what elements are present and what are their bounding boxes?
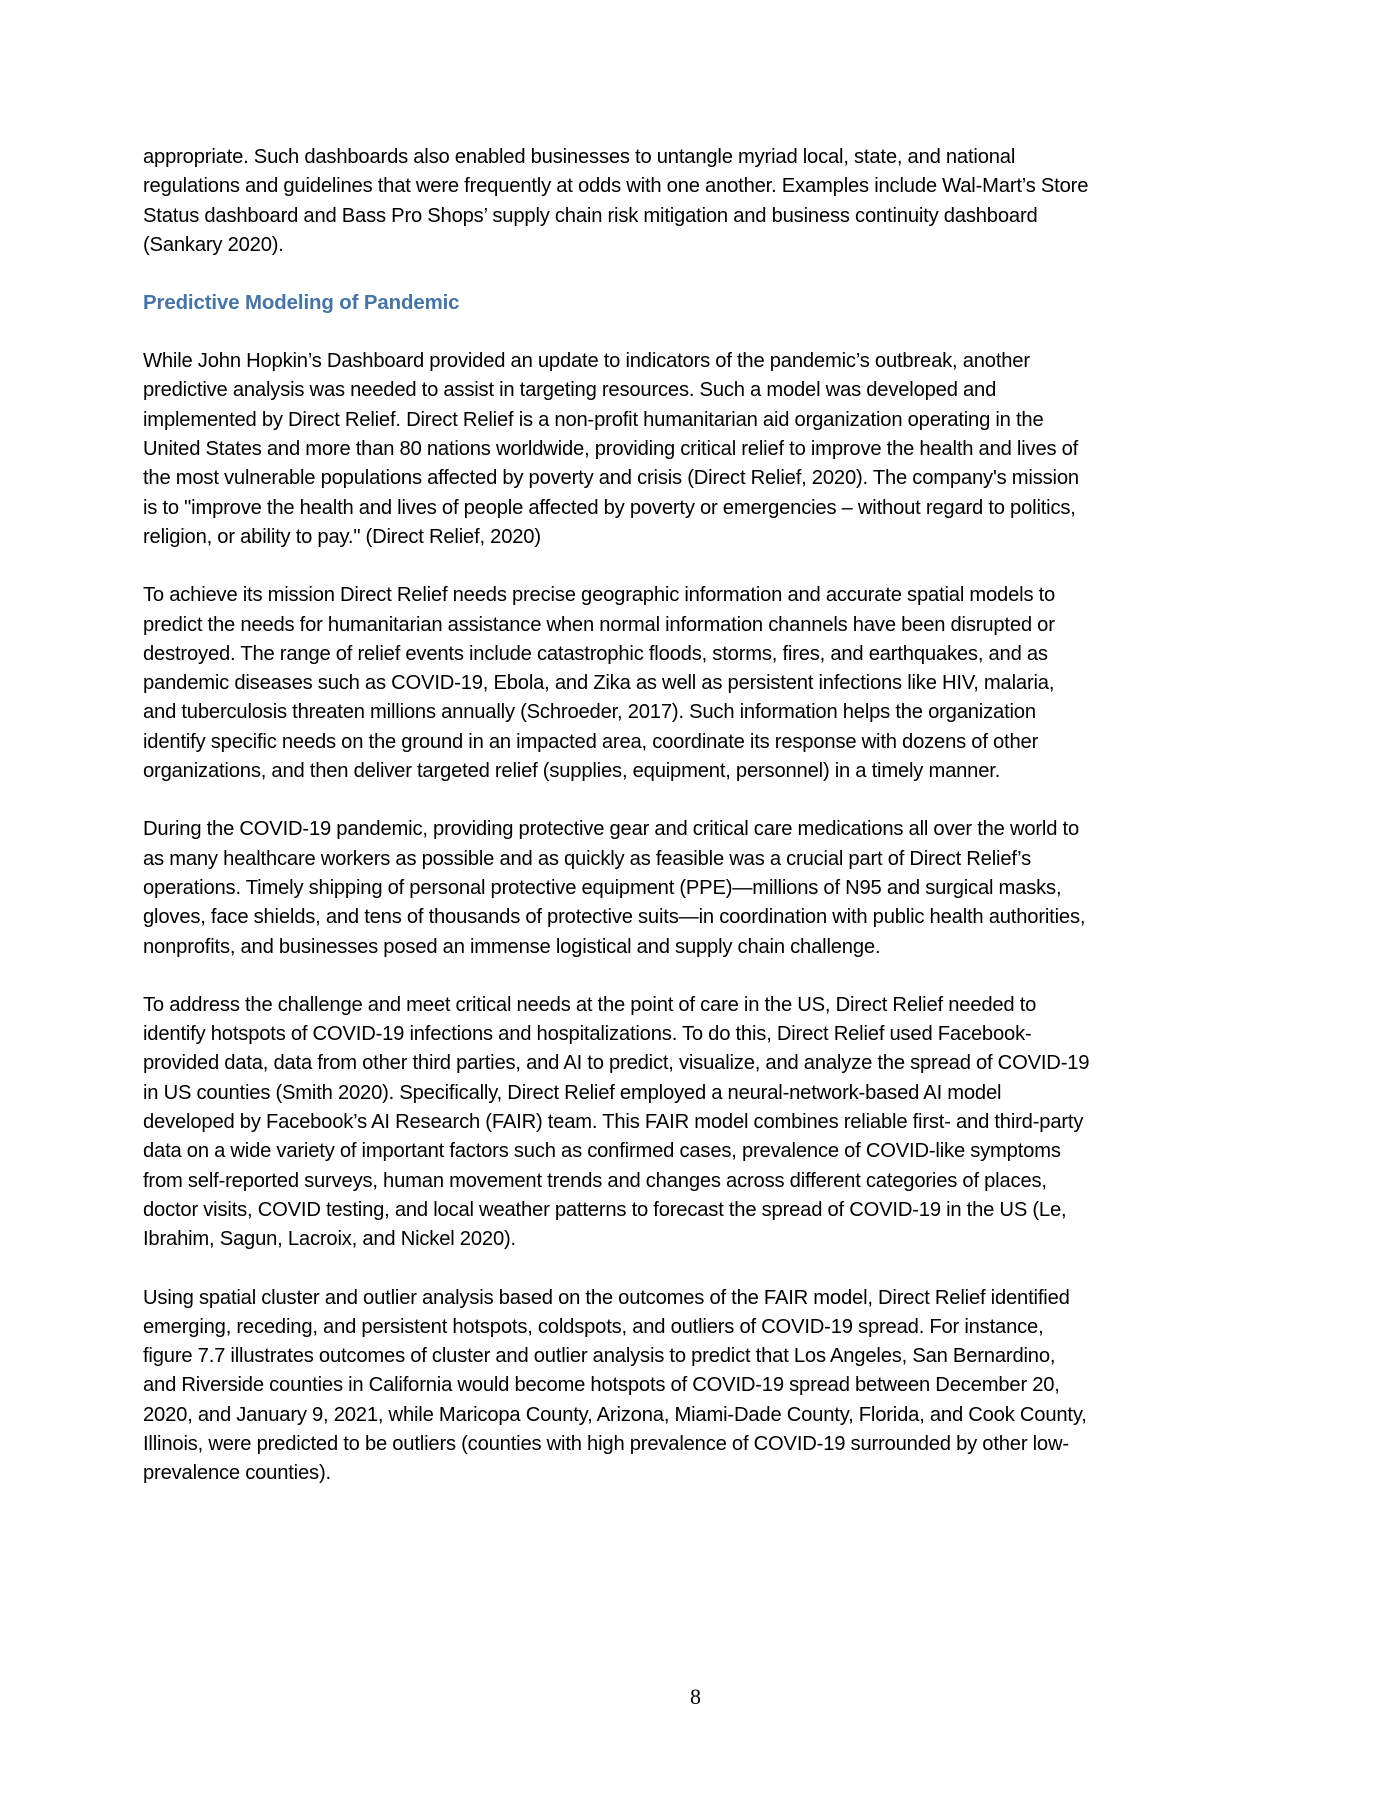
section-heading-predictive-modeling: Predictive Modeling of Pandemic	[143, 292, 460, 315]
document-body	[143, 143, 1091, 1518]
paragraph-direct-relief-intro: While John Hopkin’s Dashboard provided an update to indicators of the pandemic’s outbreak, another predictive analysis was needed to assist in targeting resources. Such a model was developed and implemented by Direct Relief. Direct Relief is a non-profit humanitarian aid organization operating in the United States and more than 80 nations worldwide, providing critical relief to improve the health and lives of the most vulnerable populations affected by poverty and crisis (Direct Relief, 2020). The company's mission is to "improve the health and lives of people affected by poverty or emergencies – without regard to politics, religion, or ability to pay." (Direct Relief, 2020)	[143, 350, 1079, 548]
paragraph-mission-geography: To achieve its mission Direct Relief needs precise geographic information and accurate spatial models to predict the needs for humanitarian assistance when normal information channels have been disrupted or destroyed. The range of relief events include catastrophic floods, storms, fires, and earthquakes, and as pandemic diseases such as COVID-19, Ebola, and Zika as well as persistent infections like HIV, malaria, and tuberculosis threaten millions annually (Schroeder, 2017). Such information helps the organization identify specific needs on the ground in an impacted area, coordinate its response with dozens of other organizations, and then deliver targeted relief (supplies, equipment, personnel) in a timely manner.	[143, 584, 1056, 783]
paragraph-dashboards-regulations: appropriate. Such dashboards also enabled businesses to untangle myriad local, state, and national regulations and guidelines that were frequently at odds with one another. Examples include Wal-Mart’s Store Status dashboard and Bass Pro Shops’ supply chain risk mitigation and business continuity dashboard (Sankary 2020).	[143, 146, 1089, 256]
page-number-footer: 8	[690, 1684, 701, 1709]
paragraph-cluster-outlier-analysis: Using spatial cluster and outlier analysis based on the outcomes of the FAIR model, Direct Relief identified emerging, receding, and persistent hotspots, coldspots, and outliers of COVID-19 spread. For instance, figure 7.7 illustrates outcomes of cluster and outlier analysis to predict that Los Angeles, San Bernardino, and Riverside counties in California would become hotspots of COVID-19 spread between December 20, 2020, and January 9, 2021, while Maricopa County, Arizona, Miami-Dade County, Florida, and Cook County, Illinois, were predicted to be outliers (counties with high prevalence of COVID-19 surrounded by other low-prevalence counties).	[143, 1286, 1087, 1485]
paragraph-ppe-logistics: During the COVID-19 pandemic, providing protective gear and critical care medications all over the world to as many healthcare workers as possible and as quickly as feasible was a crucial part of Direct Relief’s operations. Timely shipping of personal protective equipment (PPE)—millions of N95 and surgical masks, gloves, face shields, and tens of thousands of protective suits—in coordination with public health authorities, nonprofits, and businesses posed an immense logistical and supply chain challenge.	[143, 818, 1086, 958]
paragraph-fair-model: To address the challenge and meet critical needs at the point of care in the US, Direct Relief needed to identify hotspots of COVID-19 infections and hospitalizations. To do this, Direct Relief used Facebook-provided data, data from other third parties, and AI to predict, visualize, and analyze the spread of COVID-19 in US counties (Smith 2020). Specifically, Direct Relief employed a neural-network-based AI model developed by Facebook’s AI Research (FAIR) team. This FAIR model combines reliable first- and third-party data on a wide variety of important factors such as confirmed cases, prevalence of COVID-like symptoms from self-reported surveys, human movement trends and changes across different categories of places, doctor visits, COVID testing, and local weather patterns to forecast the spread of COVID-19 in the US (Le, Ibrahim, Sagun, Lacroix, and Nickel 2020).	[143, 993, 1090, 1251]
